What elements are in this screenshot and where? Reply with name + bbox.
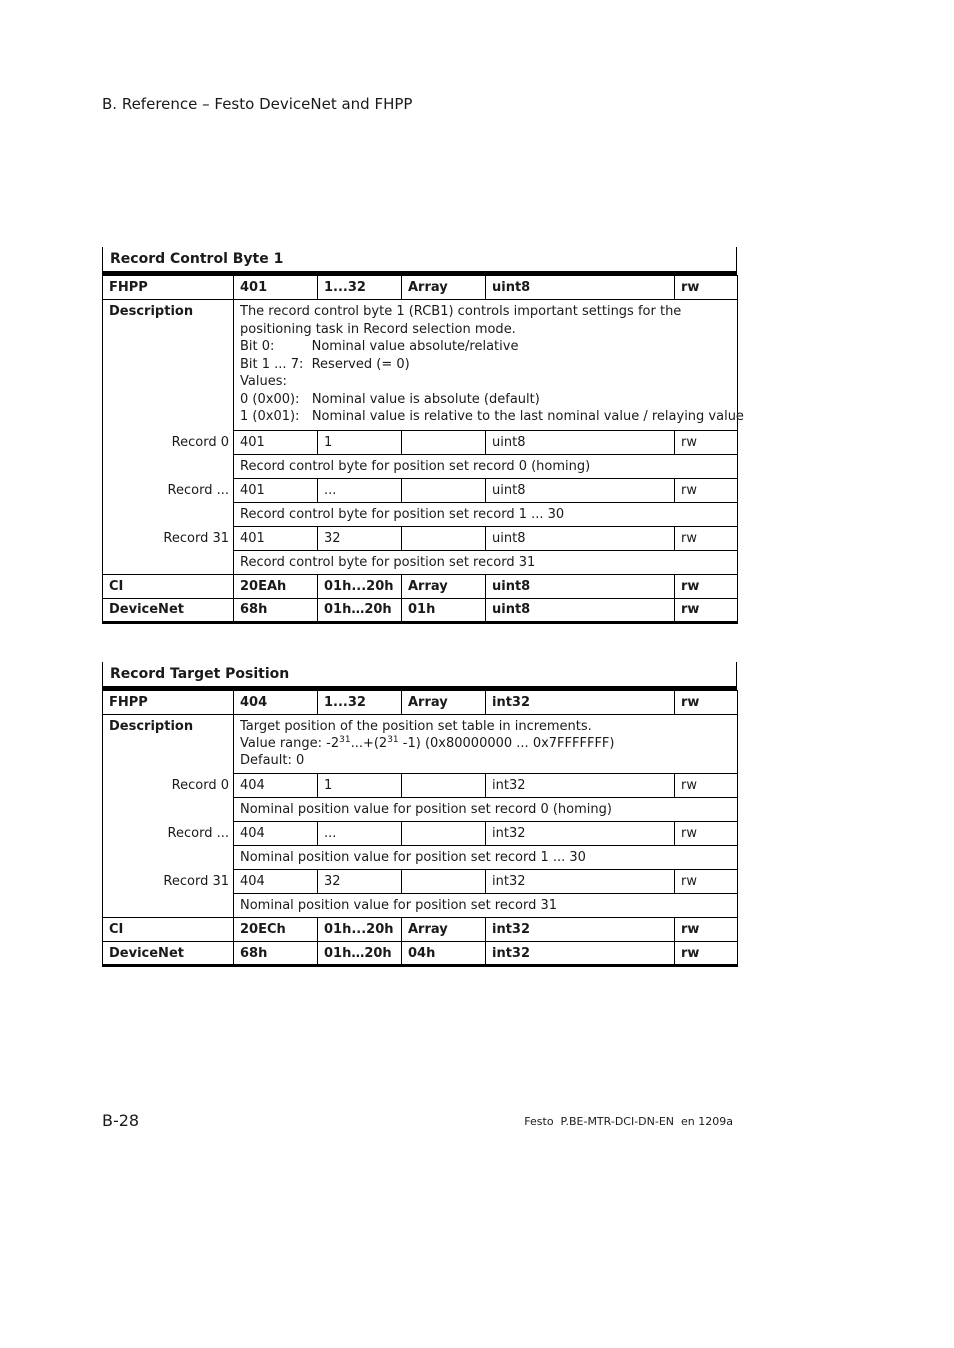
block-title: Record Control Byte 1 bbox=[102, 247, 737, 275]
desc-line: Bit 0: Nominal value absolute/relative bbox=[240, 339, 519, 354]
record-label: Record ... bbox=[103, 478, 234, 502]
table-row bbox=[103, 478, 738, 502]
cell: 1 bbox=[318, 774, 402, 798]
cell: ... bbox=[318, 478, 402, 502]
cell: Array bbox=[402, 276, 486, 300]
cell bbox=[402, 430, 486, 454]
cell: 01h bbox=[402, 598, 486, 622]
range-prefix: Value range: -2 bbox=[240, 736, 340, 751]
record-label: Record ... bbox=[103, 822, 234, 846]
cell: uint8 bbox=[486, 574, 675, 598]
cell: 401 bbox=[234, 430, 318, 454]
devicenet-row bbox=[103, 942, 738, 966]
cell: 401 bbox=[234, 478, 318, 502]
ci-row bbox=[103, 574, 738, 598]
table-row bbox=[103, 846, 738, 870]
record-note: Record control byte for position set record 1 ... 30 bbox=[234, 502, 738, 526]
record-label: Record 31 bbox=[103, 870, 234, 894]
cell bbox=[402, 774, 486, 798]
desc-line: Target position of the position set table in increments. bbox=[240, 719, 592, 734]
table-row bbox=[103, 454, 738, 478]
cell: 401 bbox=[234, 276, 318, 300]
table-row bbox=[103, 550, 738, 574]
cell: rw bbox=[675, 574, 738, 598]
cell bbox=[402, 870, 486, 894]
cell: rw bbox=[675, 942, 738, 966]
cell: int32 bbox=[486, 822, 675, 846]
cell: Array bbox=[402, 574, 486, 598]
description-label: Description bbox=[103, 300, 234, 431]
cell: uint8 bbox=[486, 276, 675, 300]
record-note: Nominal position value for position set record 31 bbox=[234, 894, 738, 918]
cell bbox=[402, 478, 486, 502]
record-note: Nominal position value for position set record 1 ... 30 bbox=[234, 846, 738, 870]
cell: 32 bbox=[318, 526, 402, 550]
cell: rw bbox=[675, 822, 738, 846]
desc-line: 1 (0x01): Nominal value is relative to the last nominal value / relaying value bbox=[240, 409, 744, 424]
cell: 01h…20h bbox=[318, 942, 402, 966]
cell: int32 bbox=[486, 774, 675, 798]
cell: rw bbox=[675, 526, 738, 550]
record-note: Record control byte for position set record 31 bbox=[234, 550, 738, 574]
cell: 01h...20h bbox=[318, 918, 402, 942]
empty-label-cell bbox=[103, 502, 234, 526]
cell: int32 bbox=[486, 691, 675, 715]
record-target-position-block bbox=[102, 662, 737, 967]
table-row bbox=[103, 502, 738, 526]
table-row bbox=[103, 798, 738, 822]
cell: 404 bbox=[234, 774, 318, 798]
cell: DeviceNet bbox=[103, 598, 234, 622]
description-row bbox=[103, 715, 738, 774]
cell: CI bbox=[103, 918, 234, 942]
cell: rw bbox=[675, 918, 738, 942]
cell: int32 bbox=[486, 942, 675, 966]
cell: 1...32 bbox=[318, 691, 402, 715]
record-note: Record control byte for position set record 0 (homing) bbox=[234, 454, 738, 478]
cell: 404 bbox=[234, 822, 318, 846]
record-control-byte-block bbox=[102, 247, 744, 624]
range-suffix: -1) (0x80000000 ... 0x7FFFFFFF) bbox=[398, 736, 615, 751]
desc-line: Default: 0 bbox=[240, 753, 305, 768]
cell: Array bbox=[402, 691, 486, 715]
table-row bbox=[103, 526, 738, 550]
range-exponent: 31 bbox=[387, 735, 399, 745]
fhpp-row bbox=[103, 276, 738, 300]
cell: ... bbox=[318, 822, 402, 846]
desc-line: Bit 1 ... 7: Reserved (= 0) bbox=[240, 356, 410, 372]
empty-label-cell bbox=[103, 798, 234, 822]
cell: CI bbox=[103, 574, 234, 598]
description-text bbox=[234, 715, 738, 774]
cell bbox=[402, 526, 486, 550]
description-text bbox=[234, 300, 744, 431]
cell: uint8 bbox=[486, 430, 675, 454]
cell: rw bbox=[675, 870, 738, 894]
cell: 20EAh bbox=[234, 574, 318, 598]
cell: 01h…20h bbox=[318, 598, 402, 622]
range-mid: ...+(2 bbox=[350, 736, 388, 751]
cell: int32 bbox=[486, 918, 675, 942]
cell: rw bbox=[675, 276, 738, 300]
record-label: Record 31 bbox=[103, 526, 234, 550]
table-row bbox=[103, 774, 738, 798]
record-label: Record 0 bbox=[103, 774, 234, 798]
fhpp-row bbox=[103, 691, 738, 715]
empty-label-cell bbox=[103, 894, 234, 918]
document-id: Festo P.BE-MTR-DCI-DN-EN en 1209a bbox=[524, 1115, 733, 1128]
cell: int32 bbox=[486, 870, 675, 894]
cell: rw bbox=[675, 598, 738, 622]
cell: FHPP bbox=[103, 691, 234, 715]
cell: 01h...20h bbox=[318, 574, 402, 598]
cell: Array bbox=[402, 918, 486, 942]
table-row bbox=[103, 822, 738, 846]
table-row bbox=[103, 870, 738, 894]
cell: 20ECh bbox=[234, 918, 318, 942]
cell: uint8 bbox=[486, 598, 675, 622]
cell: uint8 bbox=[486, 478, 675, 502]
cell: 68h bbox=[234, 942, 318, 966]
cell: rw bbox=[675, 774, 738, 798]
description-label: Description bbox=[103, 715, 234, 774]
record-label: Record 0 bbox=[103, 430, 234, 454]
cell: 404 bbox=[234, 691, 318, 715]
cell: rw bbox=[675, 478, 738, 502]
desc-line: The record control byte 1 (RCB1) controls important settings for the positioning task in Record selection mode. bbox=[240, 304, 682, 337]
cell: rw bbox=[675, 691, 738, 715]
block-title: Record Target Position bbox=[102, 662, 737, 690]
cell: 32 bbox=[318, 870, 402, 894]
cell: uint8 bbox=[486, 526, 675, 550]
empty-label-cell bbox=[103, 846, 234, 870]
page-number: B-28 bbox=[102, 1111, 140, 1130]
cell: 68h bbox=[234, 598, 318, 622]
desc-line: 0 (0x00): Nominal value is absolute (default) bbox=[240, 391, 540, 407]
cell: 04h bbox=[402, 942, 486, 966]
table-row bbox=[103, 430, 738, 454]
devicenet-row bbox=[103, 598, 738, 622]
cell: 1...32 bbox=[318, 276, 402, 300]
desc-line: Values: bbox=[240, 374, 287, 389]
record-target-position-table bbox=[102, 690, 738, 967]
value-range-line bbox=[240, 735, 731, 752]
cell: DeviceNet bbox=[103, 942, 234, 966]
cell: 404 bbox=[234, 870, 318, 894]
description-row bbox=[103, 300, 738, 431]
empty-label-cell bbox=[103, 550, 234, 574]
empty-label-cell bbox=[103, 454, 234, 478]
cell: 401 bbox=[234, 526, 318, 550]
cell: 1 bbox=[318, 430, 402, 454]
ci-row bbox=[103, 918, 738, 942]
range-exponent: 31 bbox=[339, 735, 351, 745]
cell: rw bbox=[675, 430, 738, 454]
cell bbox=[402, 822, 486, 846]
page-header: B. Reference – Festo DeviceNet and FHPP bbox=[102, 95, 413, 113]
cell: FHPP bbox=[103, 276, 234, 300]
record-control-byte-table bbox=[102, 275, 744, 624]
record-note: Nominal position value for position set record 0 (homing) bbox=[234, 798, 738, 822]
table-row bbox=[103, 894, 738, 918]
